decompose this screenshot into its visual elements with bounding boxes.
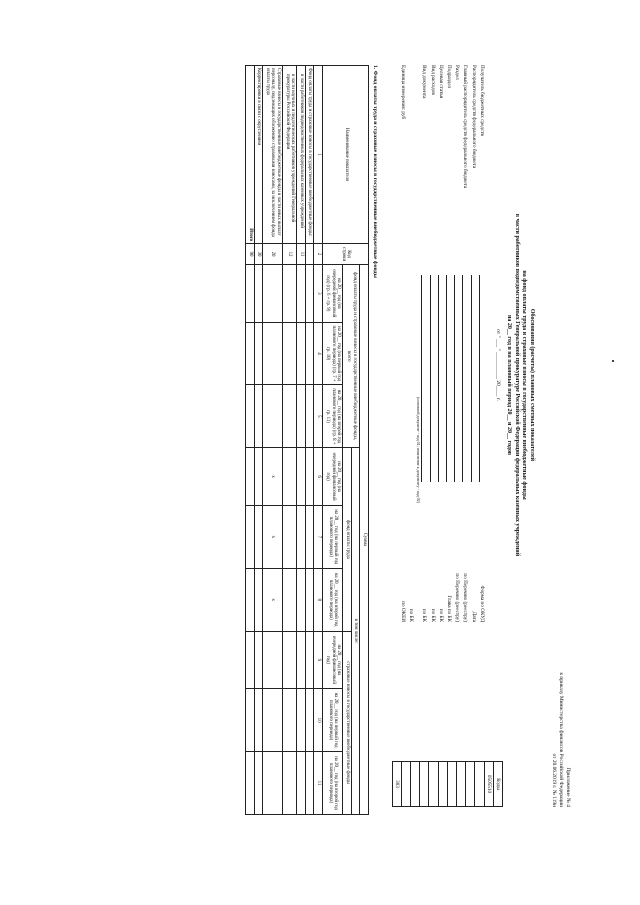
- header-year: на 20__ год (на очередной финансовый год): [323, 631, 343, 689]
- requisite-row: Получатель бюджетных средств Форма по ОКУД: [478, 65, 485, 622]
- section-title: 1. Фонд оплаты труда и страховые взносы в государственные внебюджетные фонды: [372, 65, 378, 278]
- requisite-row: Подраздел Глава по БК: [446, 65, 453, 622]
- appendix-line: от 20.06.2019 г. № 119н: [551, 753, 557, 807]
- okei-code: 383: [393, 780, 400, 788]
- header-total: фонд оплаты труда и страховые взносы в государственные внебюджетные фонды, всего: [343, 265, 360, 448]
- title-line: Обоснования (расчеты) плановых сметных показателей: [529, 308, 535, 462]
- appendix-line: к приказу Министерства финансов Российской Федерации: [558, 672, 564, 807]
- header-year: на 20__ год (на очередной финансовый год) (гр. 6 + гр. 9): [323, 265, 343, 323]
- appendix-line: Приложение № 4: [565, 767, 571, 807]
- codes-header: Коды: [493, 762, 502, 806]
- document-type-hint: (основной документ - код 01; изменение к документу - код 02): [416, 397, 422, 503]
- table-row: Страховые взносы в государственные внебюджетные фонды в части иных выплат персоналу, подлежащих обложению страховыми взносами, за исключением фонда оплаты труда 20 x x x: [263, 66, 283, 815]
- column-numbers-row: 1 2 3 4 5 6 7 8 9 10 11: [314, 66, 323, 815]
- requisite-row: Раздел по Перечню (реестру): [454, 65, 461, 622]
- requisite-row: Единица измерения: руб по ОКЕИ: [400, 65, 407, 622]
- requisite-row: Вид документа по БК: [421, 65, 428, 622]
- requisite-row: по БК: [408, 608, 415, 622]
- appendix-note: [550, 597, 571, 807]
- title-line: на 20__ год и на плановый период 20__ и 20__ годов: [506, 314, 513, 456]
- header-insurance: страховые взносы в государственные внебюджетные фонды: [343, 631, 352, 814]
- header-year: на 20__ год (на первый год планового периода): [323, 505, 343, 568]
- header-name: Наименование показателя: [323, 66, 369, 244]
- date-line: от " ___ " __________ 20____ г.: [495, 329, 501, 401]
- title-line: в части работников подведомственных Генеральной прокуратуре Российской Федерации федеральных казенных учреждений: [514, 213, 520, 557]
- header-code: Код строки: [323, 244, 369, 265]
- header-year: на 20__ год (на второй год планового периода): [323, 568, 343, 631]
- codes-box: [392, 761, 503, 807]
- document-title: [505, 105, 535, 665]
- okud-code: 0505510: [484, 762, 493, 806]
- x-mark: x: [263, 448, 283, 506]
- x-mark: x: [263, 568, 283, 631]
- header-year: на 20__ год (на первый год планового периода): [323, 689, 343, 752]
- total-row: Итого 90: [246, 66, 255, 815]
- header-year: на 20__ год (на очередной финансовый год): [323, 448, 343, 506]
- requisite-row: Распорядитель средств федерального бюджета Дата: [470, 65, 477, 622]
- table-row: в части научных и педагогических работников учреждений Генеральной прокуратуры Российской Федерации 12: [283, 66, 297, 815]
- table-row: Фонд оплаты труда и страховые взносы в государственные внебюджетные фонды:: [305, 66, 314, 815]
- scan-speck: [612, 360, 614, 362]
- header-sums: Сумма: [360, 265, 369, 815]
- requisite-row: Целевая статья по БК: [437, 65, 444, 622]
- rotated-form: [105, 65, 575, 815]
- indicators-table: [245, 65, 369, 815]
- table-row: в части работников подведомственных федеральных казенных учреждений 11: [297, 66, 306, 815]
- requisites-block: [400, 65, 487, 625]
- x-mark: x: [263, 505, 283, 568]
- header-year: на 20__ год (на второй год планового периода): [323, 752, 343, 815]
- requisite-row: Главный распорядитель средств федерального бюджета по Перечню (реестру): [462, 65, 469, 622]
- title-line: на фонд оплаты труда и страховые взносы в государственные внебюджетные фонды: [521, 270, 528, 500]
- header-year: на 20__ год (на второй год планового периода) (гр. 8 + гр. 11): [323, 385, 343, 448]
- header-year: на 20__ год (на первый год планового периода) (гр. 7 + гр. 10): [323, 322, 343, 385]
- table-row: Корректировки в связи с округлением 30: [254, 66, 263, 815]
- header-fot: фонд оплаты труда: [343, 448, 352, 631]
- requisite-row: Вид расходов по БК: [429, 65, 436, 622]
- header-including: в том числе:: [351, 448, 360, 815]
